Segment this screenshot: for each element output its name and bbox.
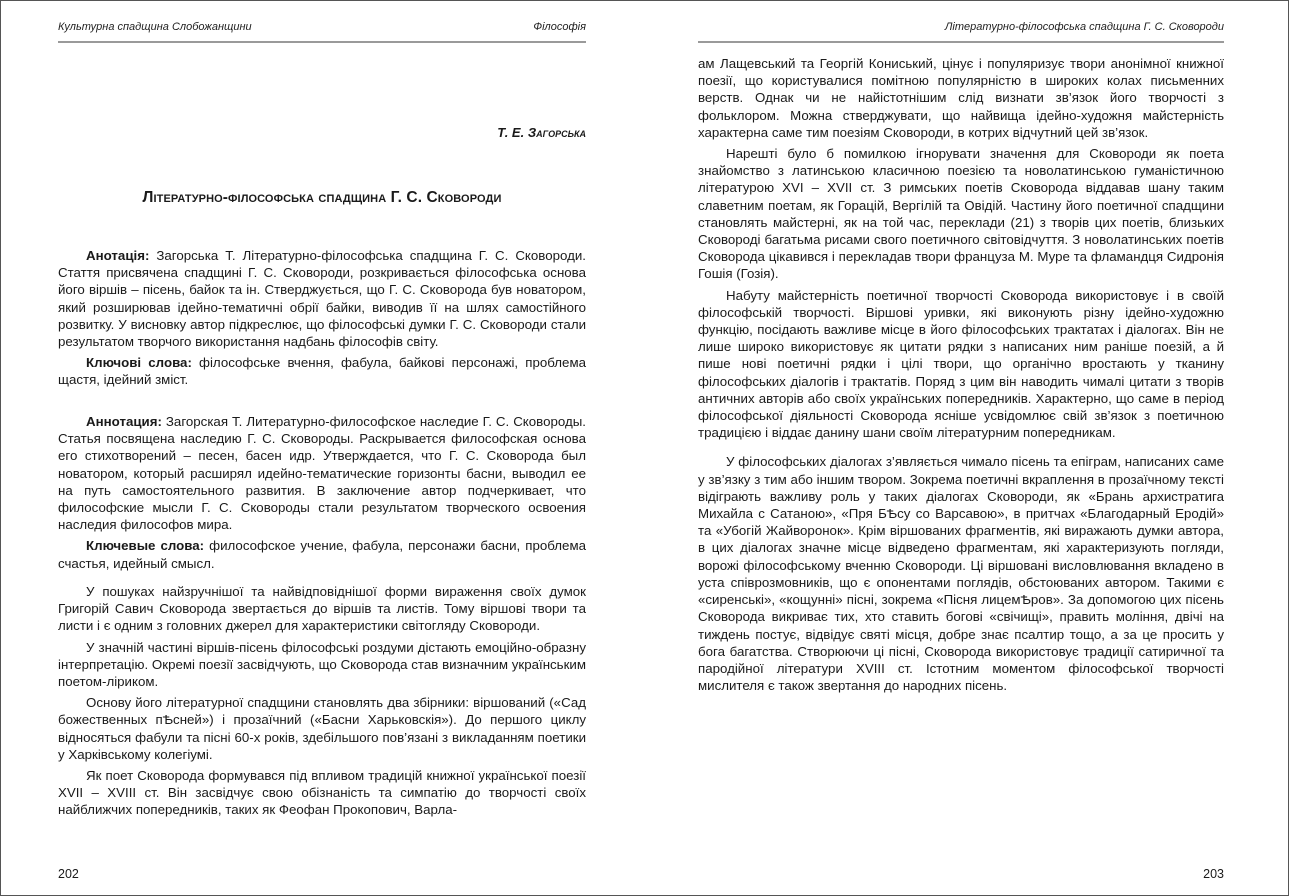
page-number: 202 bbox=[58, 867, 79, 881]
article-author: Т. Е. Загорська bbox=[497, 125, 586, 140]
paragraph: Як поет Сковорода формувався під впливом традицій книжної української поезії XVII – XVIII ст. Він засвідчує свою обізнаність та симпатію до творчості своїх найближчих попередників, таких як Феофан Прокопович, Варла- bbox=[58, 768, 586, 818]
header-rule bbox=[698, 41, 1224, 43]
paragraph: У значній частині віршів-пісень філософські роздуми дістають емоційно-образну інтерпретацію. Окремі поезії засвідчують, що Сковорода став визначним українським поетом-ліриком. bbox=[58, 639, 586, 690]
abstract-russian bbox=[58, 413, 586, 572]
running-head bbox=[58, 21, 586, 37]
paragraph: Нарешті було б помилкою ігнорувати значення для Сковороди як поета знайомство з латинською класичною поезією та новолатинською гуманістичною літературою XVI – XVII ст. З римських поетів Сковорода віддавав шану таким славетним поетам, як Горацій, Вергілій та Овідій. Частину його поетичної спадщини становлять майстерні, як на той час, переклади (21) з творів цих поетів, близьких Сковороді багатьма рисами свого поетичного світовідчуття. З новолатинських поетів Сковорода цікавився і перекладав твори француза М. Муре та фламандця Сидронія Гошія (Гозія). bbox=[698, 146, 1224, 282]
paragraph: Основу його літературної спадщини становлять два збірники: віршований («Сад божественных пѢсней») і прозаїчний («Басни Харьковскія»). До першого циклу відносяться фабули та пісні 60-х років, здебільшого пов’язані з викладанням поетики у Харківському колегіумі. bbox=[58, 695, 586, 762]
keywords-text: философское учение, фабула, персонажи басни, проблема счастья, идейный смысл. bbox=[58, 538, 586, 571]
left-page bbox=[58, 1, 586, 895]
keywords-label: Ключові слова: bbox=[86, 355, 192, 371]
header-rule bbox=[58, 41, 586, 43]
right-page bbox=[698, 1, 1224, 895]
running-head-section: Філософія bbox=[533, 21, 586, 33]
running-head bbox=[698, 21, 1224, 37]
paragraph: У філософських діалогах з’являється чимало пісень та епіграм, написаних саме у зв’язку з тим або іншим твором. Зокрема поетичні вкраплення в прозаїчному тексті відіграють важливу роль у таких діалогах Сковороди, як «Брань архистратига Михайла с Сатаною», «Пря БѢсу со Варсавою», в притчах «Благодарный Еродій» та «Убогій Жайворонок». Крім віршованих фрагментів, які виражають думки автора, в цих діалогах значне місце відведено фрагментам, які характеризують погляди, ворожі філософському вченню Сковороди. Ці віршовані висловлювання вкладено в уста співрозмовників, що є опонентами поглядів, обстоюваних автором. Такими є «сиренські», «кощунні» пісні, зокрема «Пісня лицемѢров». За допомогою цих пісень Сковорода викриває тих, хто ставить богові «свічищі», править моління, двічі на тиждень постує, відвідує святі місця, добре знає псалтир тощо, а за це просить у бога багатства. Створюючи ці пісні, Сковорода використовує традиції сатиричної та пародійної літератури XVIII ст. Істотним моментом філософської творчості мислителя є також звертання до народних пісень. bbox=[698, 454, 1224, 694]
paragraph: ам Лащевський та Георгій Кониський, цінує і популяризує твори анонімної книжної поезії, що користувалися помітною популярністю в широких колах письменних верств. Однак чи не найістотнішим слід визнати зв’язок його творчості з фольклором. Можна стверджувати, що найвища ідейно-художня майстерність характерна саме тим поезіям Сковороди, в котрих відчутний цей зв’язок. bbox=[698, 56, 1224, 140]
keywords-text: філософське вчення, фабула, байкові персонажі, проблема щастя, ідейний зміст. bbox=[58, 355, 586, 388]
article-title: Літературно-філософська спадщина Г. С. Сковороди bbox=[142, 189, 502, 206]
abstract-text: Загорская Т. Литературно-философское наследие Г. С. Сковороды. Статья посвящена наследию Г. С. Сковороды. Раскрывается философская основа его стихотворений – песен, басен идр. Утверждается, что Г. С. Сковорода был новатором, который расширял идейно-тематические горизонты басни, выводил ее на путь самостоятельного развития. В заключение автор подчеркивает, что философские мысли Г. С. Сковороды стали результатом творческого освоения наследия философов мира. bbox=[58, 414, 586, 533]
keywords-label: Ключевые слова: bbox=[86, 538, 205, 554]
abstract-ukrainian bbox=[58, 247, 586, 389]
running-head-journal: Культурна спадщина Слобожанщини bbox=[58, 21, 252, 33]
running-head-article: Літературно-філософська спадщина Г. С. Сковороди bbox=[944, 21, 1224, 33]
paragraph: У пошуках найзручнішої та найвідповіднішої форми вираження своїх думок Григорій Савич Сковорода звертається до віршів та листів. Тому віршові твори та листи і є одним з головних джерел для характеристики світогляду Сковороди. bbox=[58, 584, 586, 634]
abstract-label: Анотація: bbox=[86, 248, 150, 263]
abstract-text: Загорська Т. Літературно-філософська спадщина Г. С. Сковороди. Стаття присвячена спадщині Г. С. Сковороди, розкривається філософська основа його віршів – пісень, байок та ін. Стверджується, що Г. С. Сковорода був новатором, який розширював ідейно-тематичні обрії байки, виводив її на шлях самостійного розвитку. У висновку автор підкреслює, що філософські думки Г. С. Сковороди стали результатом творчого використання надбань філософів світу. bbox=[58, 248, 586, 350]
body-text bbox=[58, 583, 586, 819]
paragraph: Набуту майстерність поетичної творчості Сковорода використовує і в своїй філософській творчості. Віршові уривки, які виконують різну ідейно-художню функцію, посідають важливе місце в його філософських трактатах і діалогах. Він не лише широко використовує як цитати рядки з написаних ним раніше поезій, а й пише нові поетичні рядки і цілі твори, що органічно вростають у тканину філософських діалогів і трактатів. Поряд з цим він наводить чималі цитати з творів античних авторів або своїх українських попередників. Характерно, що саме в період філософської діяльності Сковорода ясніше усвідомлює свій зв’язок з поетичною традицією і віддає данину шани своїм літературним попередникам. bbox=[698, 287, 1224, 441]
body-text bbox=[698, 55, 1224, 694]
abstract-label: Аннотация: bbox=[86, 414, 162, 429]
page-number: 203 bbox=[1203, 867, 1224, 881]
